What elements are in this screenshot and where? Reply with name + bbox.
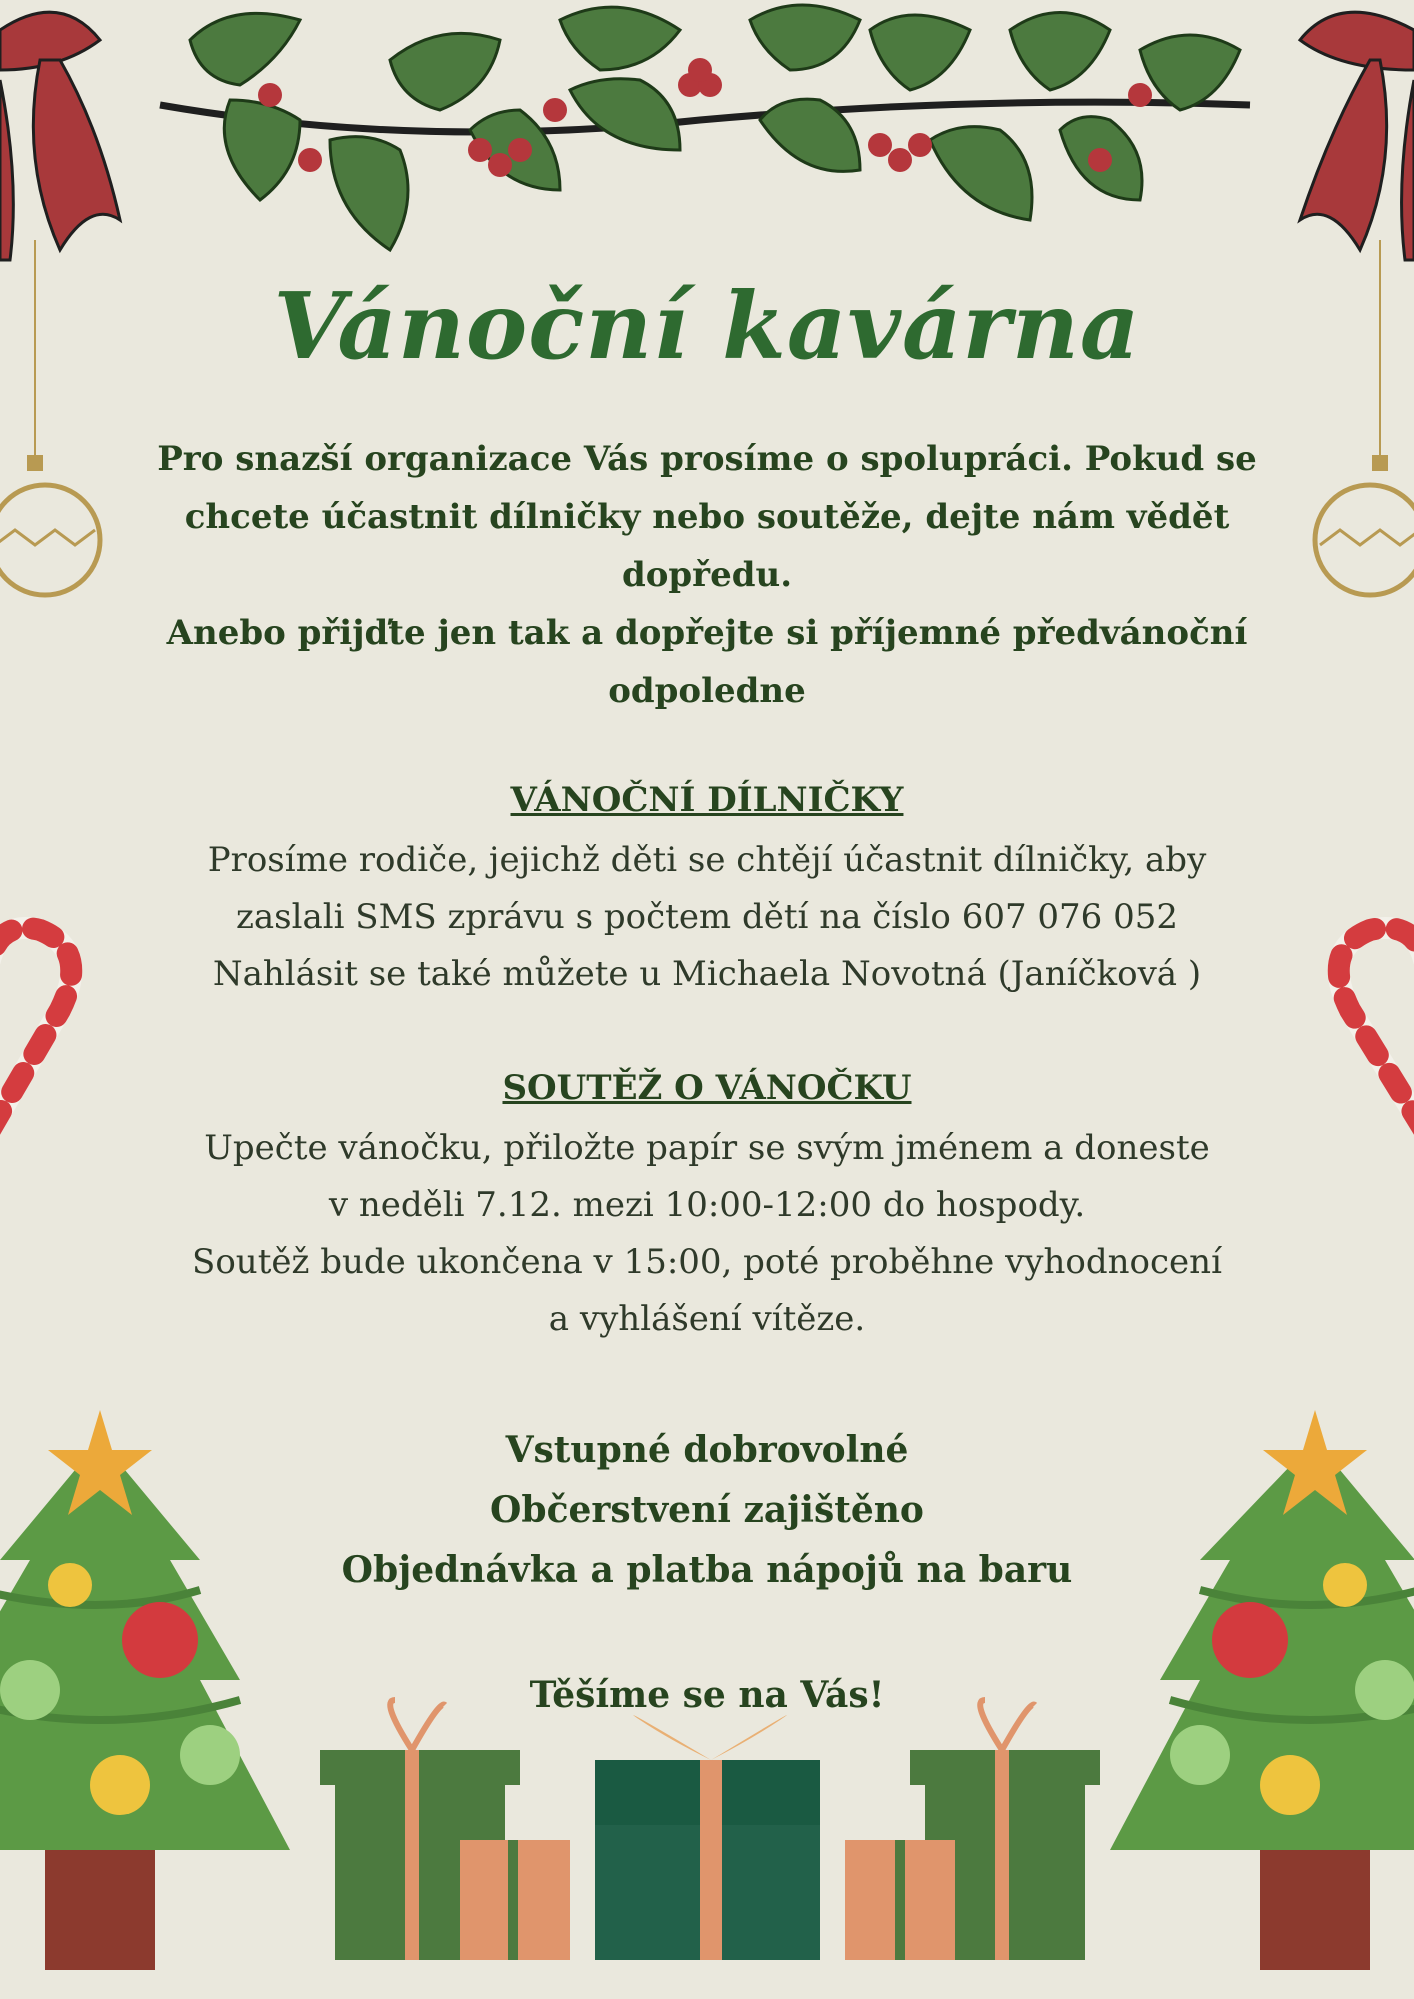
intro-line: dopředu. [621, 555, 793, 595]
contest-line: Soutěž bude ukončena v 15:00, poté proběhne vyhodnocení [192, 1242, 1222, 1282]
info-line: Vstupné dobrovolné [505, 1429, 909, 1471]
intro-line: Pro snazší organizace Vás prosíme o spolupráci. Pokud se [157, 439, 1257, 479]
workshop-text [0, 832, 1414, 1003]
intro-line: odpoledne [608, 671, 806, 711]
contest-heading: SOUTĚŽ O VÁNOČKU [502, 1068, 912, 1108]
contest-line: v neděli 7.12. mezi 10:00-12:00 do hospody. [328, 1185, 1086, 1225]
workshop-line: zaslali SMS zprávu s počtem dětí na číslo 607 076 052 [235, 897, 1179, 937]
intro-text [0, 430, 1414, 720]
workshop-line: Prosíme rodiče, jejichž děti se chtějí účastnit dílničky, aby [207, 840, 1207, 880]
workshop-heading: VÁNOČNÍ DÍLNIČKY [510, 780, 904, 820]
workshop-line: Nahlásit se také můžete u Michaela Novotná (Janíčková ) [212, 954, 1202, 994]
info-line: Objednávka a platba nápojů na baru [341, 1549, 1073, 1591]
gift-boxes-icon [320, 1700, 1100, 1960]
intro-line: chcete účastnit dílničky nebo soutěže, dejte nám vědět [184, 497, 1230, 537]
bow-left-icon [0, 12, 120, 260]
page-title: Vánoční kavárna [273, 272, 1141, 380]
bow-right-icon [1300, 12, 1414, 260]
contest-line: Upečte vánočku, přiložte papír se svým jménem a doneste [204, 1128, 1210, 1168]
closing-text: Těšíme se na Vás! [529, 1674, 885, 1716]
contest-text [0, 1120, 1414, 1348]
info-line: Občerstvení zajištěno [490, 1489, 924, 1531]
info-text [0, 1420, 1414, 1600]
intro-line: Anebo přijďte jen tak a dopřejte si příjemné předvánoční [166, 613, 1248, 653]
contest-line: a vyhlášení vítěze. [548, 1299, 866, 1339]
